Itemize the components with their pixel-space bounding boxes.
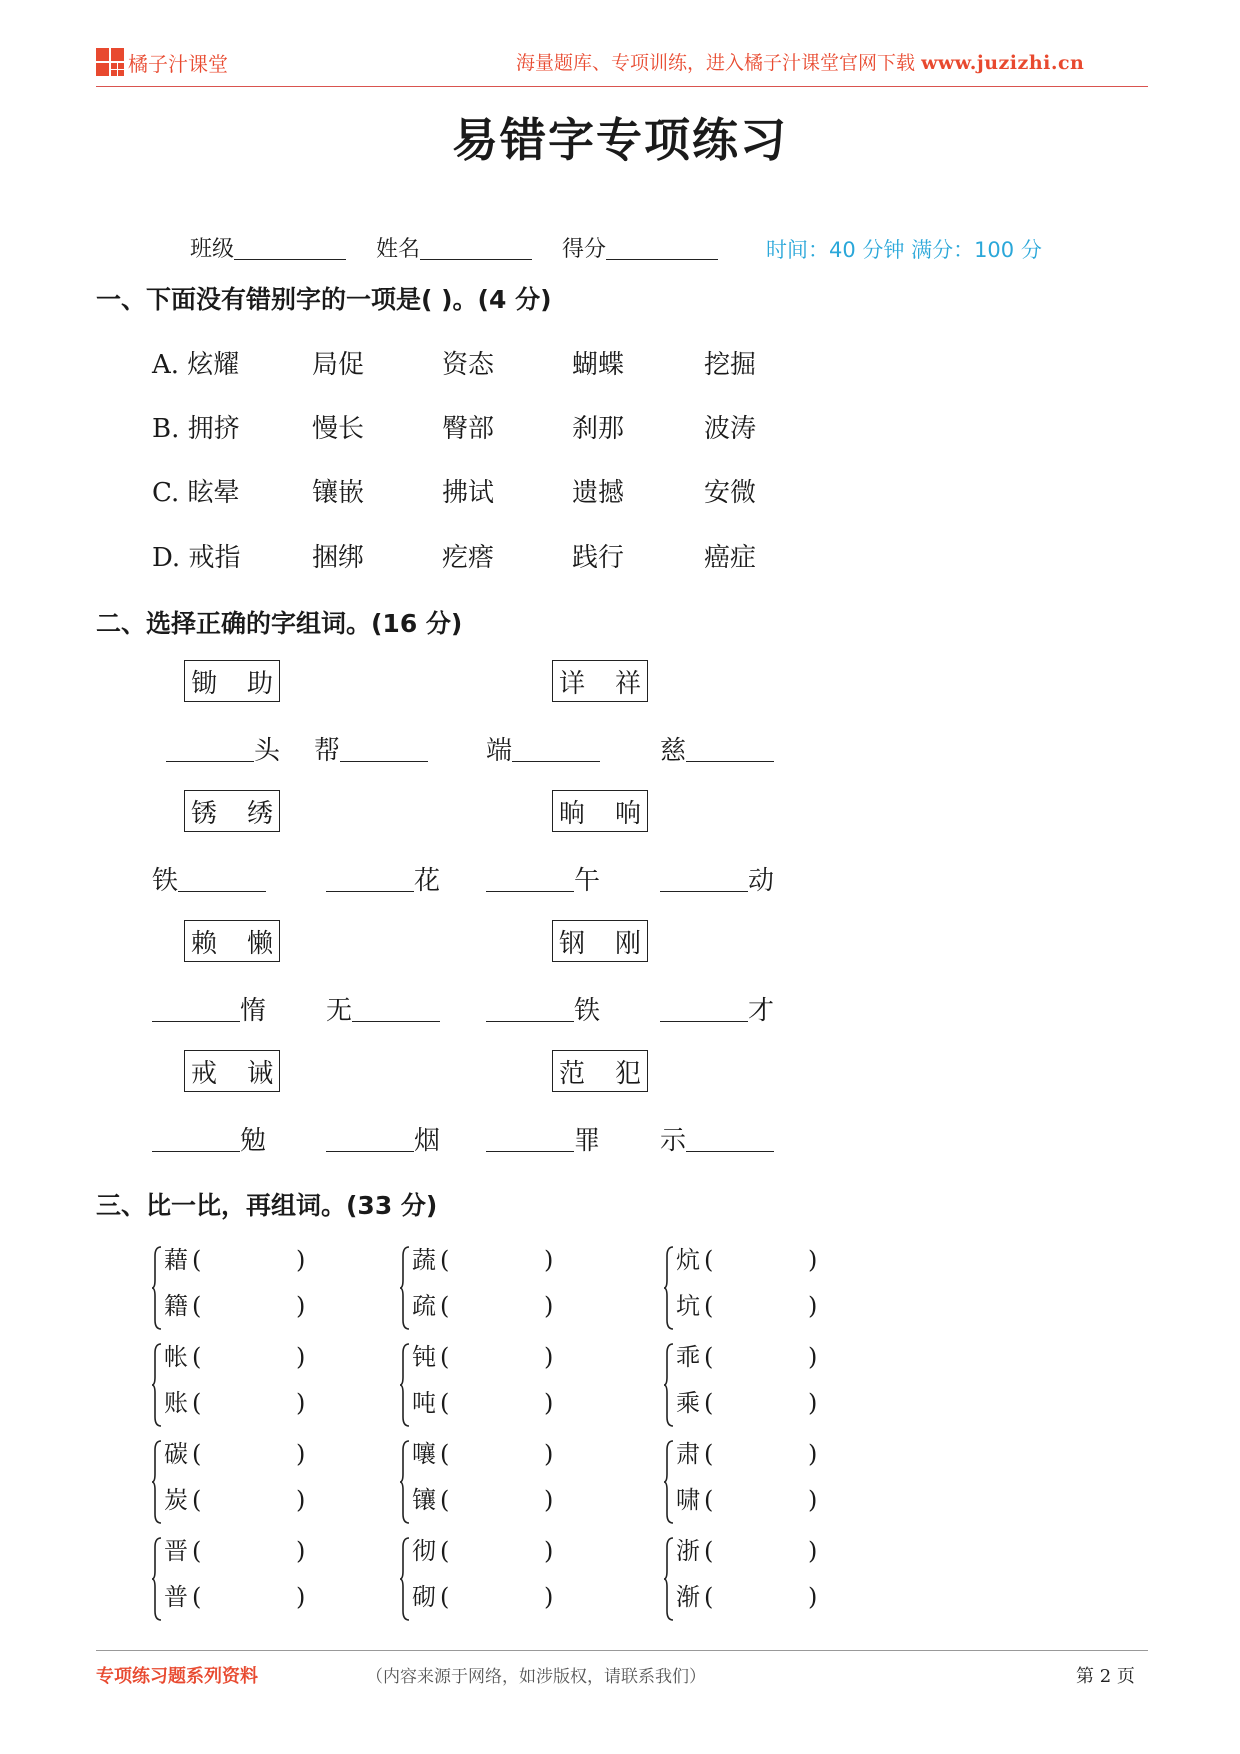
option-label: C. 眩晕 [152,478,240,508]
compare-group [400,1531,640,1627]
option-word: 慢长 [312,414,365,444]
page-title: 易错字专项练习 [452,113,788,167]
open-paren: ( [440,1537,450,1565]
score-blank[interactable] [606,237,718,260]
compare-line[interactable] [676,1240,817,1275]
compare-char: 吨 [412,1389,436,1417]
fill-char: 动 [748,866,775,896]
char-option: 助 [246,668,273,699]
compare-char: 浙 [676,1537,700,1565]
char-pair-box [552,1050,648,1092]
compare-line[interactable] [412,1531,553,1566]
open-paren: ( [440,1486,450,1514]
fill-char: 示 [660,1126,687,1156]
logo-icon [96,48,124,76]
open-paren: ( [704,1246,714,1274]
class-blank[interactable] [234,237,346,260]
compare-line[interactable] [164,1286,305,1321]
close-paren: ) [544,1583,554,1611]
close-paren: ) [544,1486,554,1514]
brace-icon [664,1246,674,1330]
fill-char: 勉 [240,1126,267,1156]
fill-item[interactable] [152,990,266,1027]
option-label: A. 炫耀 [152,350,240,380]
fill-char: 午 [574,866,601,896]
class-label: 班级 [190,237,235,262]
char-option: 诫 [246,1058,273,1089]
fill-char: 慈 [660,736,687,766]
fill-item[interactable] [314,730,428,767]
fill-char: 花 [414,866,441,896]
site-url-link[interactable]: www.juzizhi.cn [921,52,1085,74]
open-paren: ( [704,1537,714,1565]
option-word: 波涛 [704,414,757,444]
time-score-info: 时间：40 分钟 满分：100 分 [766,238,1042,262]
compare-char: 碳 [164,1440,188,1468]
option-word: 镶嵌 [312,478,365,508]
compare-line[interactable] [412,1240,553,1275]
fill-item[interactable] [660,990,774,1027]
option-label: B. 拥挤 [152,414,240,444]
close-paren: ) [296,1583,306,1611]
close-paren: ) [544,1440,554,1468]
char-pair-box [552,920,648,962]
compare-group [152,1531,392,1627]
fill-char: 无 [326,996,353,1026]
compare-line[interactable] [412,1577,553,1612]
open-paren: ( [704,1292,714,1320]
char-option: 晌 [559,798,586,829]
answer-blank[interactable] [352,997,440,1022]
char-pair-box [552,790,648,832]
open-paren: ( [192,1440,202,1468]
open-paren: ( [704,1583,714,1611]
answer-blank[interactable] [326,1127,414,1152]
char-pair-box [184,920,280,962]
compare-char: 乖 [676,1343,700,1371]
compare-char: 砌 [412,1583,436,1611]
answer-blank[interactable] [486,997,574,1022]
answer-blank[interactable] [686,737,774,762]
char-option: 祥 [614,668,641,699]
compare-char: 渐 [676,1583,700,1611]
close-paren: ) [296,1292,306,1320]
name-blank[interactable] [420,237,532,260]
compare-line[interactable] [164,1531,305,1566]
answer-blank[interactable] [660,997,748,1022]
fill-item[interactable] [660,860,774,897]
fill-char: 惰 [240,996,267,1026]
close-paren: ) [808,1583,818,1611]
char-pair-box [184,790,280,832]
brace-icon [152,1246,162,1330]
open-paren: ( [440,1583,450,1611]
compare-char: 蔬 [412,1246,436,1274]
header-slogan [516,48,1084,75]
compare-char: 帐 [164,1343,188,1371]
brace-icon [152,1440,162,1524]
char-pair-box [552,660,648,702]
close-paren: ) [808,1343,818,1371]
answer-blank[interactable] [660,867,748,892]
fill-item[interactable] [326,990,440,1027]
compare-group [400,1434,640,1530]
fill-char: 帮 [314,736,341,766]
brace-icon [152,1537,162,1621]
fill-char: 头 [254,736,281,766]
compare-line[interactable] [164,1577,305,1612]
char-option: 犯 [614,1058,641,1089]
close-paren: ) [544,1537,554,1565]
fill-item[interactable] [166,730,280,767]
answer-blank[interactable] [166,737,254,762]
char-option: 赖 [191,928,218,959]
compare-line[interactable] [676,1434,817,1469]
compare-line[interactable] [412,1480,553,1515]
open-paren: ( [192,1537,202,1565]
close-paren: ) [808,1486,818,1514]
char-option: 详 [559,668,586,699]
option-word: 臀部 [442,414,495,444]
fill-item[interactable] [326,860,440,897]
fill-item[interactable] [152,860,266,897]
section-1-title: 一、下面没有错别字的一项是( )。(4 分) [96,285,552,314]
char-option: 刚 [614,928,641,959]
option-word: 遗撼 [572,478,625,508]
close-paren: ) [808,1389,818,1417]
compare-group [152,1337,392,1433]
brace-icon [664,1440,674,1524]
brace-icon [400,1343,410,1427]
close-paren: ) [296,1440,306,1468]
fill-item[interactable] [152,1120,266,1157]
compare-char: 炕 [676,1246,700,1274]
footer-divider [96,1650,1148,1651]
open-paren: ( [704,1389,714,1417]
compare-line[interactable] [164,1383,305,1418]
close-paren: ) [544,1246,554,1274]
char-option: 锄 [191,668,218,699]
slogan-text: 海量题库、专项训练，进入橘子汁课堂官网下载 [516,52,916,74]
name-field[interactable] [376,232,532,263]
close-paren: ) [296,1389,306,1417]
close-paren: ) [296,1486,306,1514]
footer-series-label: 专项练习题系列资料 [96,1666,258,1687]
option-word: 拂试 [442,478,495,508]
compare-line[interactable] [412,1434,553,1469]
compare-line[interactable] [412,1286,553,1321]
brace-icon [664,1537,674,1621]
answer-blank[interactable] [486,1127,574,1152]
compare-char: 啸 [676,1486,700,1514]
fill-char: 才 [748,996,775,1026]
fill-char: 铁 [574,996,601,1026]
compare-group [400,1240,640,1336]
fill-item[interactable] [486,1120,600,1157]
option-word: 挖掘 [704,350,757,380]
option-word: 疙瘩 [442,543,495,573]
fill-item[interactable] [486,990,600,1027]
option-word: 癌症 [704,543,757,573]
fill-item[interactable] [326,1120,440,1157]
compare-char: 镶 [412,1486,436,1514]
fill-char: 铁 [152,866,179,896]
brace-icon [664,1343,674,1427]
option-word: 刹那 [572,414,625,444]
option-word: 蝴蝶 [572,350,625,380]
compare-line[interactable] [676,1577,817,1612]
fill-item[interactable] [660,730,774,767]
compare-group [664,1240,904,1336]
compare-char: 疏 [412,1292,436,1320]
open-paren: ( [704,1486,714,1514]
close-paren: ) [544,1343,554,1371]
class-field[interactable] [190,232,346,263]
compare-group [400,1337,640,1433]
compare-char: 肃 [676,1440,700,1468]
open-paren: ( [192,1292,202,1320]
compare-line[interactable] [676,1480,817,1515]
close-paren: ) [544,1389,554,1417]
section-2-title: 二、选择正确的字组词。(16 分) [96,609,463,638]
compare-char: 晋 [164,1537,188,1565]
close-paren: ) [808,1537,818,1565]
fill-char: 端 [486,736,513,766]
logo-text: 橘子汁课堂 [128,51,228,76]
open-paren: ( [440,1440,450,1468]
open-paren: ( [192,1583,202,1611]
compare-group [664,1337,904,1433]
fill-item[interactable] [486,860,600,897]
compare-line[interactable] [164,1480,305,1515]
compare-line[interactable] [676,1531,817,1566]
compare-group [664,1434,904,1530]
compare-line[interactable] [164,1240,305,1275]
close-paren: ) [808,1246,818,1274]
option-word: 捆绑 [312,543,365,573]
compare-char: 嚷 [412,1440,436,1468]
compare-line[interactable] [676,1383,817,1418]
char-option: 响 [614,798,641,829]
compare-char: 籍 [164,1292,188,1320]
answer-blank[interactable] [340,737,428,762]
open-paren: ( [704,1440,714,1468]
close-paren: ) [296,1246,306,1274]
compare-char: 藉 [164,1246,188,1274]
option-word: 局促 [312,350,365,380]
answer-blank[interactable] [178,867,266,892]
compare-line[interactable] [676,1337,817,1372]
char-option: 范 [559,1058,586,1089]
fill-item[interactable] [486,730,600,767]
compare-char: 彻 [412,1537,436,1565]
brace-icon [400,1537,410,1621]
compare-char: 炭 [164,1486,188,1514]
open-paren: ( [440,1292,450,1320]
score-field[interactable] [562,232,718,263]
brace-icon [400,1440,410,1524]
answer-blank[interactable] [512,737,600,762]
score-label: 得分 [562,237,607,262]
compare-char: 账 [164,1389,188,1417]
page-number: 第 2 页 [1076,1666,1135,1687]
open-paren: ( [440,1246,450,1274]
char-option: 锈 [191,798,218,829]
compare-line[interactable] [164,1337,305,1372]
compare-line[interactable] [412,1383,553,1418]
char-option: 戒 [191,1058,218,1089]
fill-char: 罪 [574,1126,601,1156]
fill-item[interactable] [660,1120,774,1157]
compare-char: 坑 [676,1292,700,1320]
compare-group [152,1434,392,1530]
char-pair-box [184,1050,280,1092]
fill-char: 烟 [414,1126,441,1156]
option-word: 践行 [572,543,625,573]
close-paren: ) [808,1440,818,1468]
close-paren: ) [296,1343,306,1371]
compare-group [152,1240,392,1336]
close-paren: ) [808,1292,818,1320]
answer-blank[interactable] [486,867,574,892]
char-pair-box [184,660,280,702]
option-word: 安微 [704,478,757,508]
open-paren: ( [192,1486,202,1514]
char-option: 绣 [246,798,273,829]
option-label: D. 戒指 [152,543,241,573]
answer-blank[interactable] [686,1127,774,1152]
char-option: 懒 [246,928,273,959]
compare-group [664,1531,904,1627]
compare-char: 普 [164,1583,188,1611]
compare-char: 钝 [412,1343,436,1371]
close-paren: ) [296,1537,306,1565]
open-paren: ( [440,1389,450,1417]
option-word: 资态 [442,350,495,380]
compare-line[interactable] [164,1434,305,1469]
brace-icon [152,1343,162,1427]
footer-copyright-note: （内容来源于网络，如涉版权，请联系我们） [366,1667,706,1687]
open-paren: ( [704,1343,714,1371]
brace-icon [400,1246,410,1330]
open-paren: ( [440,1343,450,1371]
compare-char: 乘 [676,1389,700,1417]
compare-line[interactable] [412,1337,553,1372]
answer-blank[interactable] [326,867,414,892]
char-option: 钢 [559,928,586,959]
open-paren: ( [192,1343,202,1371]
section-3-title: 三、比一比，再组词。(33 分) [96,1191,438,1220]
answer-blank[interactable] [152,997,240,1022]
name-label: 姓名 [376,237,421,262]
compare-line[interactable] [676,1286,817,1321]
answer-blank[interactable] [152,1127,240,1152]
brand-logo [96,46,228,78]
close-paren: ) [544,1292,554,1320]
open-paren: ( [192,1246,202,1274]
open-paren: ( [192,1389,202,1417]
header-divider [96,86,1148,87]
